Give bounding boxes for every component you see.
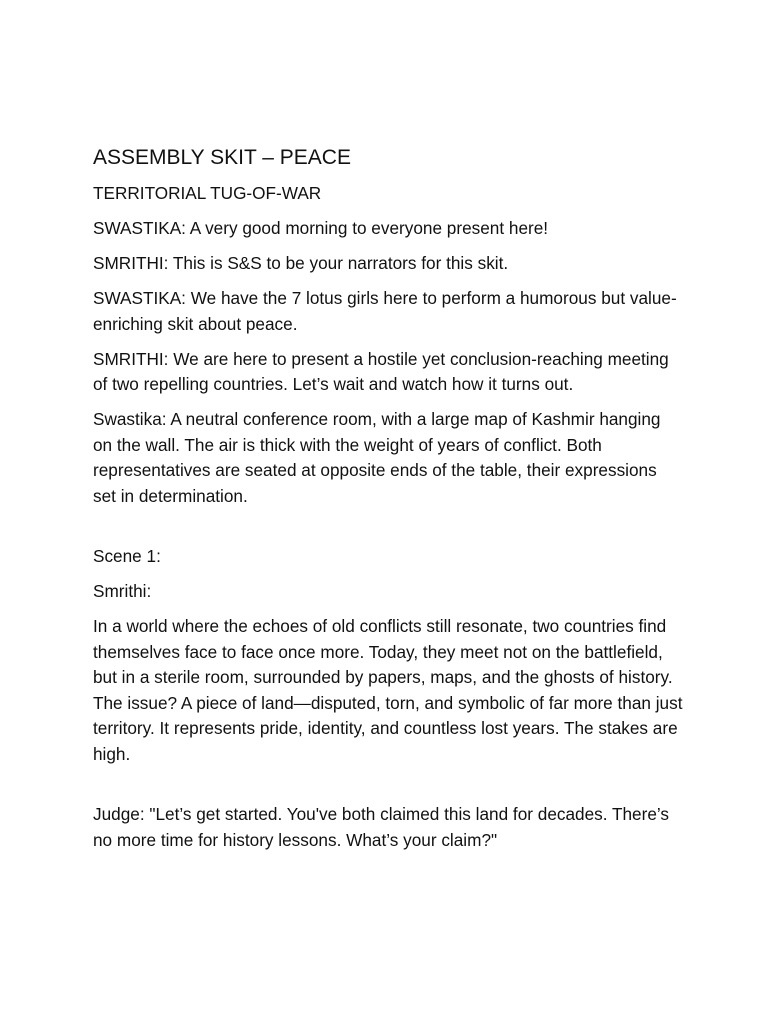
paragraph-smrithi-intro: SMRITHI: This is S&S to be your narrators for this skit.: [93, 253, 509, 273]
scene-heading: Scene 1:: [93, 546, 161, 566]
subtitle-paragraph: TERRITORIAL TUG-OF-WAR: [93, 183, 322, 203]
paragraph-swastika-lotus: SWASTIKA: We have the 7 lotus girls here to perform a humorous but value-enriching skit about peace.: [93, 288, 677, 334]
document-title: ASSEMBLY SKIT – PEACE: [93, 146, 351, 169]
paragraph-setting: Swastika: A neutral conference room, with a large map of Kashmir hanging on the wall. The air is thick with the weight of years of conflict. Both representatives are seated at opposite ends of the table, their expressions set in determination.: [93, 409, 661, 506]
paragraph-swastika-greeting: SWASTIKA: A very good morning to everyone present here!: [93, 218, 549, 238]
paragraph-smrithi-meeting: SMRITHI: We are here to present a hostile yet conclusion-reaching meeting of two repelling countries. Let’s wait and watch how it turns out.: [93, 348, 669, 394]
blank-line: [93, 519, 683, 545]
paragraph-judge: Judge: "Let’s get started. You've both claimed this land for decades. There’s no more time for history lessons. What’s your claim?": [93, 804, 669, 850]
speaker-label: Smrithi:: [93, 581, 152, 601]
blank-line: [93, 777, 683, 803]
document-body: [93, 143, 683, 863]
paragraph-narration: In a world where the echoes of old conflicts still resonate, two countries find themselves face to face once more. Today, they meet not on the battlefield, but in a sterile room, surrounded by papers, maps, and the ghosts of history. The issue? A piece of land—disputed, torn, and symbolic of far more than just territory. It represents pride, identity, and countless lost years. The stakes are high.: [93, 616, 683, 764]
